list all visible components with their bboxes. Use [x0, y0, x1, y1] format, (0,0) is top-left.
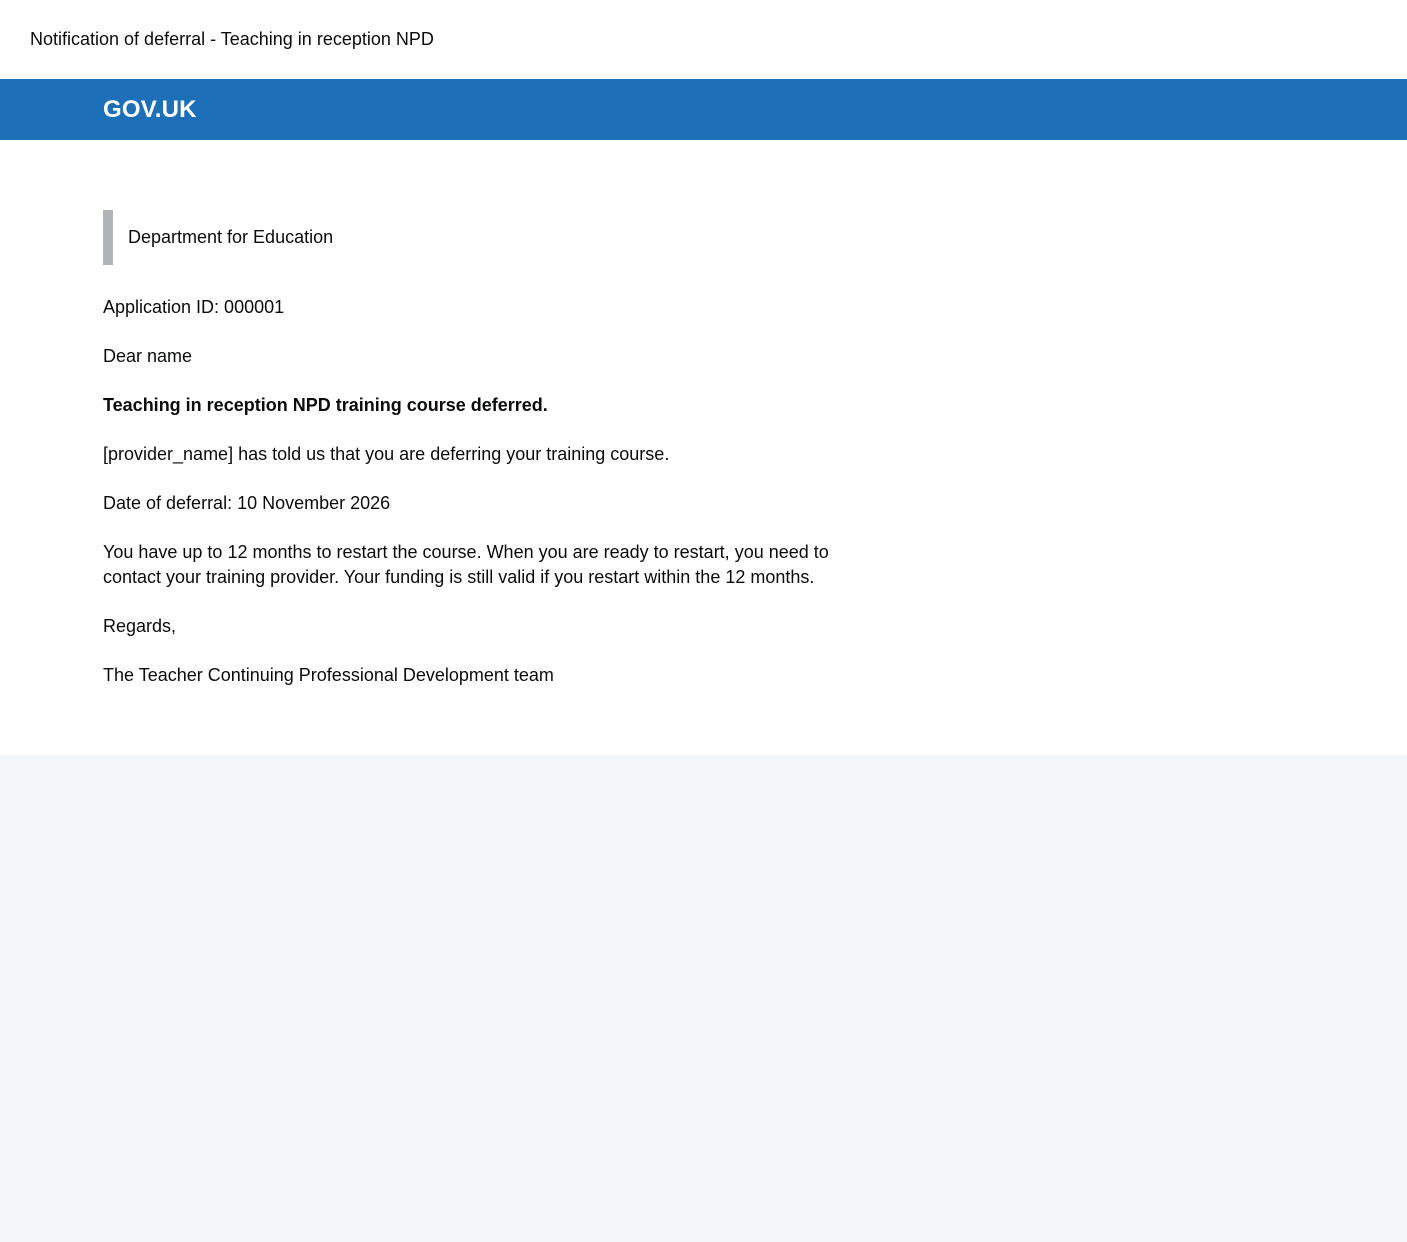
headline: Teaching in reception NPD training course deferred.: [103, 395, 548, 415]
organisation-name: Department for Education: [128, 227, 334, 247]
team-signature: The Teacher Continuing Professional Development team: [103, 665, 554, 685]
application-id: Application ID: 000001: [103, 297, 285, 317]
email-subject-bar: [0, 0, 1407, 79]
organisation-block: [103, 210, 1407, 265]
email-body: [0, 140, 1407, 755]
sign-off: Regards,: [103, 616, 177, 636]
email-subject: Notification of deferral - Teaching in reception NPD: [30, 29, 434, 49]
deferral-date: Date of deferral: 10 November 2026: [103, 493, 391, 513]
restart-info: You have up to 12 months to restart the course. When you are ready to restart, you need to contact your training provider. Your funding is still valid if you restart within the 12 months.: [103, 542, 829, 587]
govuk-header: [0, 79, 1407, 140]
provider-line: [provider_name] has told us that you are deferring your training course.: [103, 444, 670, 464]
govuk-logo[interactable]: GOV.UK: [103, 95, 197, 123]
greeting: Dear name: [103, 346, 193, 366]
page-background: [0, 755, 1407, 1242]
